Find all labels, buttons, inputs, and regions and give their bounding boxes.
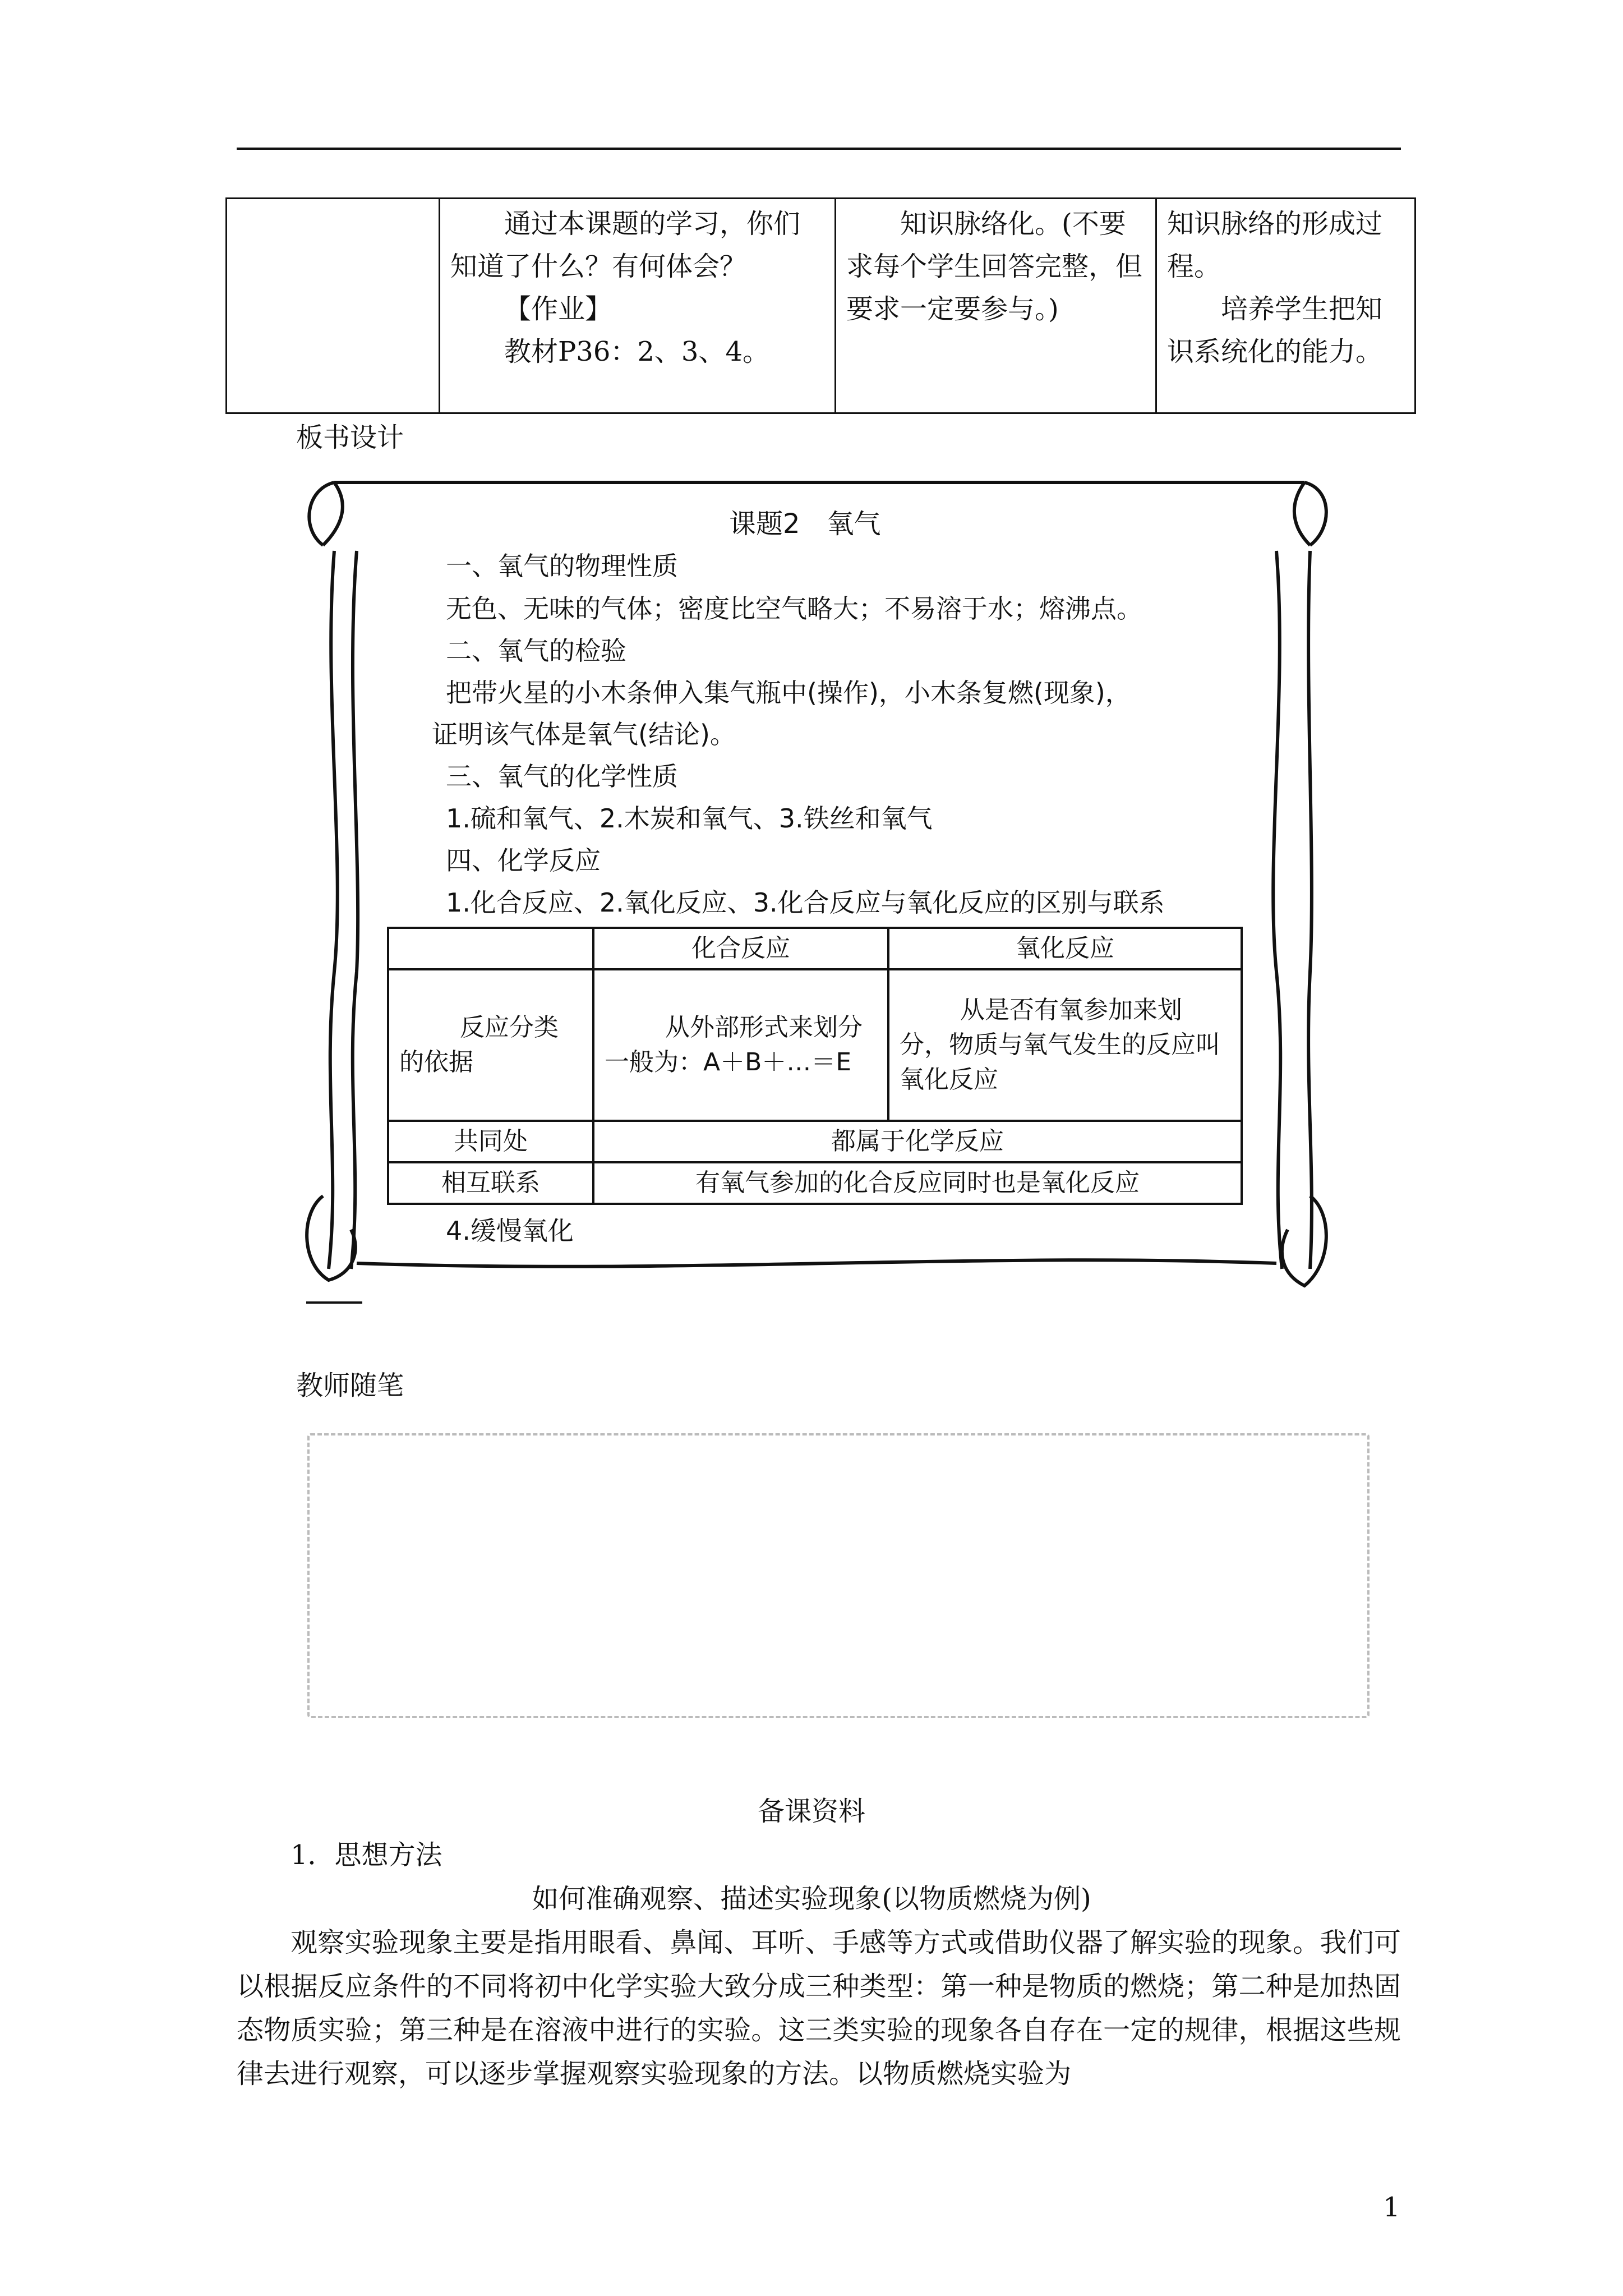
rx-row1-combination: 从外部形式来划分一般为：A＋B＋…＝E (593, 969, 888, 1121)
board-s2-line2: 证明该气体是氧气(结论)。 (432, 719, 736, 749)
rx-header-combination: 化合反应 (593, 928, 888, 969)
reaction-compare-table (387, 927, 1243, 1205)
rx-row3-label: 相互联系 (388, 1162, 593, 1204)
prep-paragraph: 观察实验现象主要是指用眼看、鼻闻、耳听、手感等方式或借助仪器了解实验的现象。我们可以根据反应条件的不同将初中化学实验大致分成三种类型：第一种是物质的燃烧；第二种是加热固态物质实验；第三种是在溶液中进行的实验。这三类实验的现象各自存在一定的规律，根据这些规律去进行观察，可以逐步掌握观察实验现象的方法。以物质燃烧实验为 (237, 1927, 1401, 2090)
board-s2-heading: 二、氧气的检验 (446, 636, 626, 666)
teacher-notes-box[interactable] (307, 1433, 1370, 1718)
lesson-col1 (227, 199, 440, 413)
homework-text: 教材P36：2、3、4。 (504, 336, 769, 367)
intent-text-2: 培养学生把知识系统化的能力。 (1167, 293, 1383, 367)
rx-row1-oxidation: 从是否有氧参加来划分，物质与氧气发生的反应叫氧化反应 (888, 969, 1242, 1121)
prep-heading-1: 1．思想方法 (291, 1839, 442, 1871)
board-s1-text: 无色、无味的气体；密度比空气略大；不易溶于水；熔沸点。 (446, 593, 1142, 624)
lesson-table (225, 197, 1416, 414)
lesson-col4 (1156, 199, 1415, 413)
board-s4-heading: 四、化学反应 (446, 845, 601, 876)
page-number: 1 (1383, 2192, 1400, 2223)
homework-heading: 【作业】 (504, 293, 612, 325)
board-s1-heading: 一、氧气的物理性质 (446, 551, 678, 581)
prep-title: 备课资料 (757, 1796, 865, 1827)
rx-row2-value: 都属于化学反应 (593, 1121, 1242, 1162)
board-s2-line1: 把带火星的小木条伸入集气瓶中(操作)，小木条复燃(现象)， (446, 678, 1131, 708)
rx-header-oxidation: 氧化反应 (888, 928, 1242, 969)
lesson-col2 (440, 199, 836, 413)
rx-row2-label: 共同处 (388, 1121, 593, 1162)
board-s3-heading: 三、氧气的化学性质 (446, 761, 678, 792)
board-s4-item4: 4.缓慢氧化 (446, 1216, 574, 1246)
board-s4-text: 1.化合反应、2.氧化反应、3.化合反应与氧化反应的区别与联系 (446, 887, 1165, 918)
header-rule (237, 148, 1401, 150)
rx-corner-cell (388, 928, 593, 969)
rx-row3-value: 有氧气参加的化合反应同时也是氧化反应 (593, 1162, 1242, 1204)
intent-text-1: 知识脉络的形成过程。 (1167, 208, 1383, 282)
board-title: 课题2 氧气 (729, 508, 881, 540)
activity-text: 知识脉络化。(不要求每个学生回答完整，但要求一定要参与。) (846, 208, 1143, 325)
prep-subtitle: 如何准确观察、描述实验现象(以物质燃烧为例) (532, 1883, 1091, 1915)
summary-question: 通过本课题的学习，你们知道了什么？有何体会？ (450, 208, 801, 282)
notes-caption: 教师随笔 (296, 1370, 404, 1401)
board-s3-text: 1.硫和氧气、2.木炭和氧气、3.铁丝和氧气 (446, 803, 933, 834)
lesson-col3 (836, 199, 1156, 413)
rx-row1-label: 反应分类的依据 (388, 969, 593, 1121)
board-caption: 板书设计 (296, 422, 404, 453)
